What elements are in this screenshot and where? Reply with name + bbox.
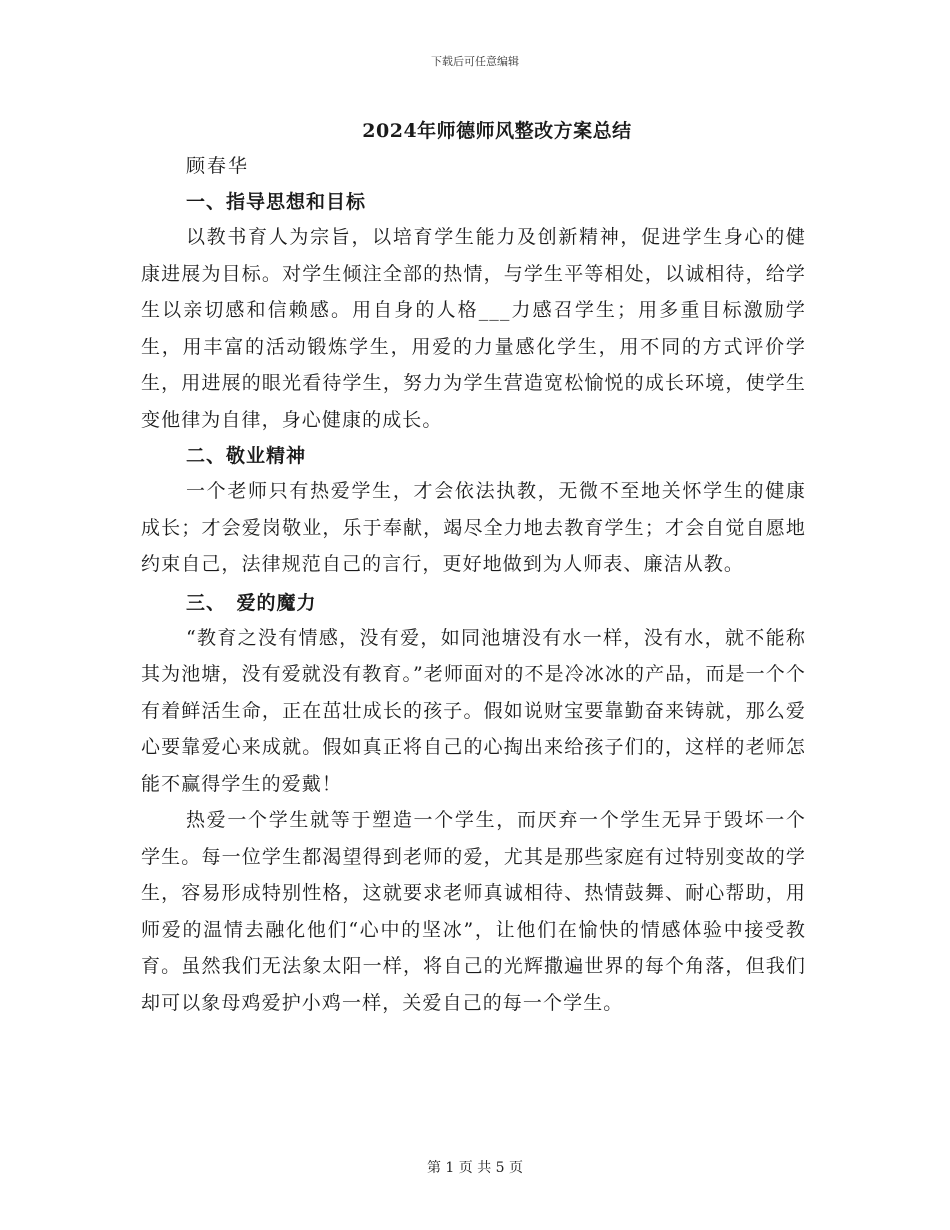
document-body xyxy=(141,185,806,1021)
page-header-note: 下载后可任意编辑 xyxy=(431,55,519,68)
section-1-paragraph-1: 以教书育人为宗旨，以培育学生能力及创新精神，促进学生身心的健康进展为目标。对学生倾注全部的热情，与学生平等相处，以诚相待，给学生以亲切感和信赖感。用自身的人格___力感召学生；用多重目标激励学生，用丰富的活动锻炼学生，用爱的力量感化学生，用不同的方式评价学生，用进展的眼光看待学生，努力为学生营造宽松愉悦的成长环境，使学生变他律为自律，身心健康的成长。 xyxy=(141,226,806,431)
section-2-paragraph-1: 一个老师只有热爱学生，才会依法执教，无微不至地关怀学生的健康成长；才会爱岗敬业，乐于奉献，竭尽全力地去教育学生；才会自觉自愿地约束自己，法律规范自己的言行，更好地做到为人师表、廉洁从教。 xyxy=(141,480,806,575)
section-heading-3: 三、 爱的魔力 xyxy=(186,591,317,614)
document-author: 顾春华 xyxy=(186,155,250,177)
section-3-paragraph-1: “教育之没有情感，没有爱，如同池塘没有水一样，没有水，就不能称其为池塘，没有爱就没有教育。”老师面对的不是冷冰冰的产品，而是一个个有着鲜活生命，正在茁壮成长的孩子。假如说财宝要靠勤奋来铸就，那么爱心要靠爱心来成就。假如真正将自己的心掏出来给孩子们的，这样的老师怎能不赢得学生的爱戴！ xyxy=(141,626,806,795)
section-heading-2: 二、敬业精神 xyxy=(186,445,307,467)
page-footer-number: 第 1 页 共 5 页 xyxy=(426,1160,524,1176)
document-title: 2024年师德师风整改方案总结 xyxy=(362,120,632,142)
section-3-paragraph-2: 热爱一个学生就等于塑造一个学生，而厌弃一个学生无异于毁坏一个学生。每一位学生都渴望得到老师的爱，尤其是那些家庭有过特别变故的学生，容易形成特别性格，这就要求老师真诚相待、热情鼓舞、耐心帮助，用师爱的温情去融化他们“心中的坚冰”，让他们在愉快的情感体验中接受教育。虽然我们无法象太阳一样，将自己的光辉撒遍世界的每个角落，但我们却可以象母鸡爱护小鸡一样，关爱自己的每一个学生。 xyxy=(141,809,806,1014)
section-heading-1: 一、指导思想和目标 xyxy=(186,191,367,213)
